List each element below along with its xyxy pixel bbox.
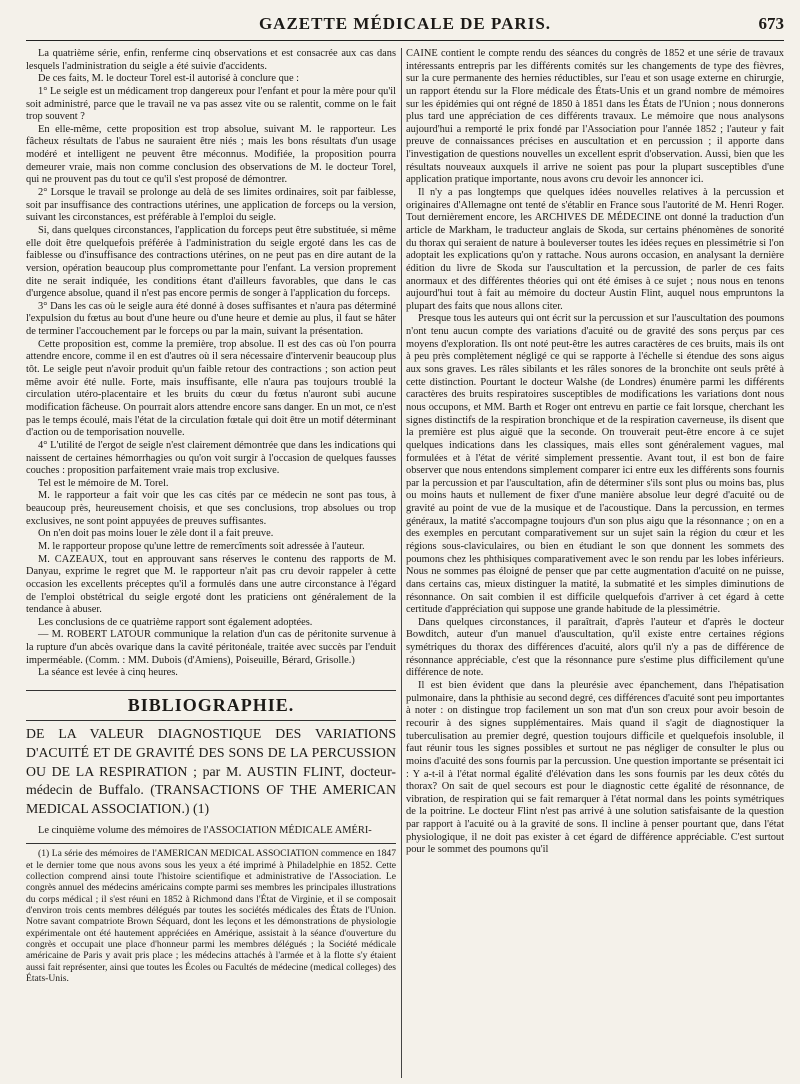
paragraph: Les conclusions de ce quatrième rapport sont également adoptées.: [38, 616, 313, 628]
paragraph: En elle-même, cette proposition est trop absolue, suivant M. le rapporteur. Les fâcheux résultats de l'abus ne sauraient être niés ; mais les bons résultats d'un usage modéré et intelligent ne peuvent être méconnus. Modifiée, la proposition pourra demeurer vraie, mais non comme conclusion des observations de M. le docteur Torel, qui ne prouvent pas du tout ce qu'il s'est proposé de démontrer.: [26, 123, 396, 186]
bibliography-heading: DE LA VALEUR DIAGNOSTIQUE DES VARIATIONS D'ACUITÉ ET DE GRAVITÉ DES SONS DE LA PERCUSSION OU DE LA RESPIRATION ; par M. AUSTIN FLINT, docteur-médecin de Buffalo. (TRANSACTIONS OF THE AMERICAN MEDICAL ASSOCIATION.) (1): [26, 726, 396, 817]
paragraph: La quatrième série, enfin, renferme cinq observations et est consacrée aux cas dans lesquels l'administration du seigle a été suivie d'accidents.: [26, 48, 396, 72]
bibliography-section-title: BIBLIOGRAPHIE.: [26, 690, 396, 721]
paragraph: Si, dans quelques circonstances, l'application du forceps peut être substituée, si même elle doit être quelquefois préférée à l'administration du seigle ergoté dans les cas de faiblesse ou d'insuffisance des contractions utérines, on ne peut pas en dire autant de la version, opération beaucoup plus compromettante pour l'enfant. La version proprement dite ne serait indiquée, les conditions étant d'ailleurs favorables, que dans le cas d'urgence absolue, quand il n'est pas encore permis de songer à l'application du forceps.: [26, 224, 396, 300]
paragraph: M. le rapporteur propose qu'une lettre de remercîments soit adressée à l'auteur.: [38, 540, 365, 552]
paragraph: 2° Lorsque le travail se prolonge au delà de ses limites ordinaires, soit par faiblesse, soit par insuffisance des contractions utérines, une application de forceps ou la version, suivant les circonstances, est préférable à l'emploi du seigle.: [26, 187, 396, 224]
paragraph: 4° L'utilité de l'ergot de seigle n'est clairement démontrée que dans les indications qui naissent de certaines hémorrhagies ou qu'on voit surgir à l'occasion de quelques fausses couches : proposition parfaitement vraie mais trop exclusive.: [26, 439, 396, 477]
footnote-text: (1) La série des mémoires de l'AMERICAN MEDICAL ASSOCIATION commence en 1847 et le dernier tome que nous avons sous les yeux a été imprimé à Philadelphie en 1852. Cette collection comprend ainsi toute l'histoire scientifique et administrative de l'Association. Le congrès annuel des médecins américains compte parmi ses membres les principales illustrations du corps médical ; il s'est réuni en 1852 à Richmond dans l'État de Virginie, et il se composait d'environ trois cents membres délégués par toutes les sociétés médicales des États de l'Union. Notre savant compatriote Brown Séquard, dont les leçons et les démonstrations de physiologie expérimentale ont été hautement appréciées en Amérique, assistait à la séance d'ouverture du congrès et occupait une place d'honneur parmi les membres délégués ; la Société médicale américaine de Paris y avait pris place ; les médecins attachés à l'armée et à la flotte s'y étaient aussi fait représenter, ainsi que toutes les Écoles ou Facultés de médecine (medical colleges) des États-Unis.: [26, 848, 396, 984]
paragraph: On n'en doit pas moins louer le zèle dont il a fait preuve.: [38, 528, 274, 540]
paragraph: 3° Dans les cas où le seigle aura été donné à doses suffisantes et n'aura pas déterminé l'expulsion du fœtus au bout d'une heure ou d'une heure et demie au plus, il faut se hâter de terminer l'accouchement par le forceps ou par la main, suivant la présentation.: [26, 300, 396, 338]
page-header: [26, 14, 784, 36]
paragraph: Il n'y a pas longtemps que quelques idées nouvelles relatives à la percussion et originaires d'Allemagne ont tenté de s'établir en France sous l'autorité de M. Henri Roger. Tout dernièrement encore, les ARCHIVES DE MÉDECINE ont donné la traduction d'un article de Markham, le traducteur anglais de Skoda, sur certains phénomènes de sonorité du thorax qui seraient de nature à bouleverser toutes les idées reçues en plessimétrie si l'on adoptait les explications qu'on y rattache. Nous aurons occasion, en analysant la dernière édition du livre de Skoda sur l'auscultation et la percussion, de parler de ces faits anormaux et des différentes théories qui ont été émises à ce sujet ; nous nous en tenons aujourd'hui tout à fait au mémoire du docteur Austin Flint, auquel nous empruntons la plupart des faits que nous allons citer.: [406, 187, 784, 312]
footnote-rule: [26, 843, 396, 844]
two-column-body: [26, 48, 784, 1078]
bibliography-intro: Le cinquième volume des mémoires de l'ASSOCIATION MÉDICALE AMÉRI-: [38, 824, 372, 836]
page-number: 673: [758, 14, 784, 33]
paragraph: De ces faits, M. le docteur Torel est-il autorisé à conclure que :: [38, 73, 300, 85]
paragraph: CAINE contient le compte rendu des séances du congrès de 1852 et une série de travaux intéressants entrepris par les différents comités sur les changements de type des fièvres, sur la cure permanente des hernies réductibles, sur l'eau et son usage externe en chirurgie, un rapport étendu sur la Flore médicale des États-Unis et un grand nombre de mémoires sur les épidémies qui ont régné de 1850 à 1851 dans les États de l'Union ; nous donnerons plus tard une appréciation de ces différents travaux. Le mémoire que nous analysons aujourd'hui a remporté le prix fondé par l'Association pour l'année 1852 ; l'auteur y fait preuve de connaissances précises en auscultation et en percussion ; il apporte dans l'investigation de questions nouvelles un excellent esprit d'observation. Aussi, bien que les résultats nouveaux auxquels il arrive ne soient pas pour la plupart susceptibles d'une application pratique importante, nous avons cru devoir les annoncer ici.: [406, 48, 784, 186]
header-rule: [26, 40, 784, 41]
paragraph: Cette proposition est, comme la première, trop absolue. Il est des cas où l'on pourra attendre encore, comme il en est d'autres où il sera nécessaire d'intervenir beaucoup plus tôt. Le seigle peut n'avoir produit qu'un faible retour des contractions ; son action peut même avoir été nulle. Forte, mais insuffisante, elle n'aura pas toujours troublé la circulation utéro-placentaire et les bruits du cœur du fœtus n'auront subi aucune modification fâcheuse. On pourrait alors attendre encore sans danger. En un mot, ce n'est pas le temps écoulé, mais l'état de la circulation fœtale qui doit être un motif déterminant d'action ou de temporisation nouvelle.: [26, 338, 396, 439]
column-divider: [401, 48, 402, 1078]
journal-title: GAZETTE MÉDICALE DE PARIS.: [258, 14, 552, 33]
paragraph: 1° Le seigle est un médicament trop dangereux pour l'enfant et pour la mère pour qu'il soit administré, parce que le travail ne va pas assez vite ou se ralentit, comme on le fait trop souvent ?: [26, 85, 396, 123]
paragraph: — M. ROBERT LATOUR communique la relation d'un cas de péritonite survenue à la rupture d'un abcès ovarique dans la cavité péritonéale, traitée avec succès par l'enduit imperméable. (Comm. : MM. Dubois (d'Amiens), Poiseuille, Bérard, Grisolle.): [26, 629, 396, 666]
paragraph: Il est bien évident que dans la pleurésie avec épanchement, dans l'hépatisation pulmonaire, dans la phthisie au second degré, ces différences d'acuité sont peu importantes à noter : on distingue trop facilement un son mat d'un son creux pour avoir besoin de recourir à des signes supplémentaires. Mais quand il s'agit de diagnostiquer la tuberculisation au premier degré, question toujours difficile et quelquefois insoluble, il faut réunir tous les signes possibles et surtout ne pas négliger de consulter le plus ou moins d'acuité des sons fournis par la percussion. Une question importante se présentait ici : Y a-t-il à l'état normal égalité d'élévation dans les sons fournis par les deux côtés du thorax? On sait de quel secours est pour le diagnostic cette égalité de résonnance, de vibration, de respiration qui se fait remarquer à l'état normal dans les points symétriques de la poitrine. Le docteur Flint n'est pas arrivé à une solution satisfaisante de la question par rapport à l'acuité ou à la gravité de sons. Il incline à penser pourtant que, dans l'état physiologique, il ne doit pas exister à cet égard de différence appréciable. C'est surtout pour le sommet des poumons qu'il: [406, 680, 784, 856]
paragraph: Dans quelques circonstances, il paraîtrait, d'après l'auteur et d'après le docteur Bowditch, auteur d'un manuel d'auscultation, qu'il existe entre certaines régions symétriques du thorax des différences d'acuité, alors qu'il n'y a pas de différence de résonnance appréciable, c'est que la résonnance pure s'estime plus difficilement qu'une différence de note.: [406, 616, 784, 679]
paragraph: Tel est le mémoire de M. Torel.: [38, 477, 169, 489]
paragraph: Presque tous les auteurs qui ont écrit sur la percussion et sur l'auscultation des poumons n'ont tenu aucun compte des variations d'acuité ou de gravité des sons perçus par ces moyens d'exploration. Ils ont noté peut-être les autres caractères de ces bruits, mais ils ont à peu près complètement négligé ce qui se rapporte à l'échelle si étendue des sons aigus aux sons graves. Les râles sibilants et les râles sonores de la bronchite ont seuls prêté à cette distinction. Pourtant le docteur Walshe (de Londres) énumère parmi les différents caractères des bruits respiratoires susceptibles de modifications les variations dont nous nous occupons, et MM. Barth et Roger ont entrevu en partie ce fait lorsque, cherchant les signes distinctifs de la respiration bronchique et de la respiration caverneuse, ils disent que la première est plus aiguë que la seconde. On trouverait peut-être encore à ce sujet quelques indications dans les classiques, mais elles sont généralement vagues, mal formulées et à l'état de vérité simplement pressentie. Avant tout, il est bon de faire observer que nous entendons simplement comparer ici entre eux les différents sons fournis par la percussion et par l'auscultation, afin de déterminer s'ils sont plus ou moins bas, plus ou moins hauts et nullement de fixer d'une manière absolue leur degré d'acuité ou de gravité au point de vue de la musique et de l'acoustique. Dans la percussion, en termes généraux, la matité s'accompagne toujours d'un son plus aigu que la résonnance ; on en a des exemples en percutant comparativement sur un sujet sain la région du cœur et les régions sous-claviculaires, ou bien en étudiant le son que donnent les sommets des poumons chez les phthisiques comparativement avec le son rendu par les lobes inférieurs. Nous ne sommes pas éloigné de penser que par cette augmentation d'acuité on ne puisse, dans certains cas, mieux distinguer la matité, la submatité et les simples diminutions de résonnance. On sait combien il est difficile quelquefois d'arriver à cet égard à cette certitude d'appréciation qui suppose une grande habitude de la plessimétrie.: [406, 313, 784, 616]
footnote: [26, 848, 396, 984]
left-column: [26, 48, 396, 1078]
paragraph: M. le rapporteur a fait voir que les cas cités par ce médecin ne sont pas tous, à beaucoup près, heureusement choisis, et que ses conclusions, trop absolues ou trop exclusives, ne sont point appuyées de preuves suffisantes.: [26, 490, 396, 527]
paragraph: La séance est levée à cinq heures.: [38, 667, 178, 679]
right-column: [406, 48, 784, 1078]
paragraph: M. CAZEAUX, tout en approuvant sans réserves le contenu des rapports de M. Danyau, exprime le regret que M. le rapporteur n'ait pas cru devoir rappeler à cette occasion les excellents préceptes qu'il a formulés dans une autre circonstance à l'égard de l'emploi obstétrical du seigle ergoté dont les praticiens ont généralement de la tendance à abuser.: [26, 553, 396, 616]
